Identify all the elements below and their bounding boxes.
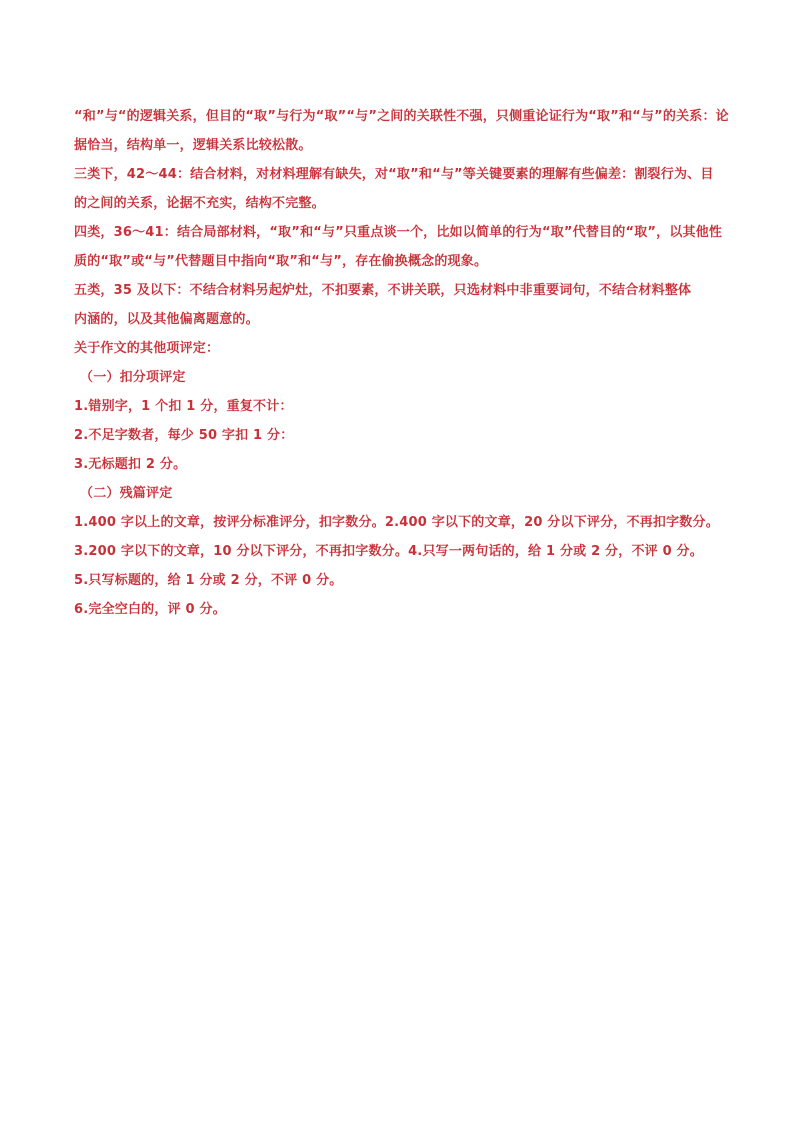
- incomplete-item-5: 5.只写标题的，给 1 分或 2 分，不评 0 分。: [74, 573, 343, 588]
- document-body: [74, 102, 730, 624]
- incomplete-item-3-4: 3.200 字以下的文章，10 分以下评分，不再扣字数分。4.只写一两句话的，给 1 分或 2 分，不评 0 分。: [74, 544, 703, 559]
- deduction-item-3: 3.无标题扣 2 分。: [74, 457, 187, 472]
- text-line-2: 据恰当，结构单一，逻辑关系比较松散。: [74, 138, 312, 153]
- text-line-3: 三类下，42～44：结合材料，对材料理解有缺失，对“取”和“与”等关键要素的理解有些偏差：割裂行为、目: [74, 167, 714, 182]
- incomplete-item-1-2: 1.400 字以上的文章，按评分标准评分，扣字数分。2.400 字以下的文章，20 分以下评分，不再扣字数分。: [74, 515, 719, 530]
- section-heading-other-evaluation: 关于作文的其他项评定：: [74, 341, 220, 356]
- text-line-8: 内涵的，以及其他偏离题意的。: [74, 312, 259, 327]
- text-line-7: 五类，35 及以下：不结合材料另起炉灶，不扣要素，不讲关联，只选材料中非重要词句，不结合材料整体: [74, 283, 692, 298]
- subheading-incomplete-essays: （二）残篇评定: [80, 486, 173, 501]
- deduction-item-1: 1.错别字，1 个扣 1 分，重复不计：: [74, 399, 293, 414]
- text-line-6: 质的“取”或“与”代替题目中指向“取”和“与”，存在偷换概念的现象。: [74, 254, 488, 269]
- text-line-1: “和”与“的逻辑关系，但目的“取”与行为“取”“与”之间的关联性不强，只侧重论证行为“取”和“与”的关系：论: [74, 109, 729, 124]
- subheading-deductions: （一）扣分项评定: [80, 370, 186, 385]
- deduction-item-2: 2.不足字数者，每少 50 字扣 1 分：: [74, 428, 294, 443]
- text-line-4: 的之间的关系，论据不充实，结构不完整。: [74, 196, 325, 211]
- incomplete-item-6: 6.完全空白的，评 0 分。: [74, 602, 226, 617]
- text-line-5: 四类，36～41：结合局部材料，“取”和“与”只重点谈一个，比如以简单的行为“取”代替目的“取”，以其他性: [74, 225, 723, 240]
